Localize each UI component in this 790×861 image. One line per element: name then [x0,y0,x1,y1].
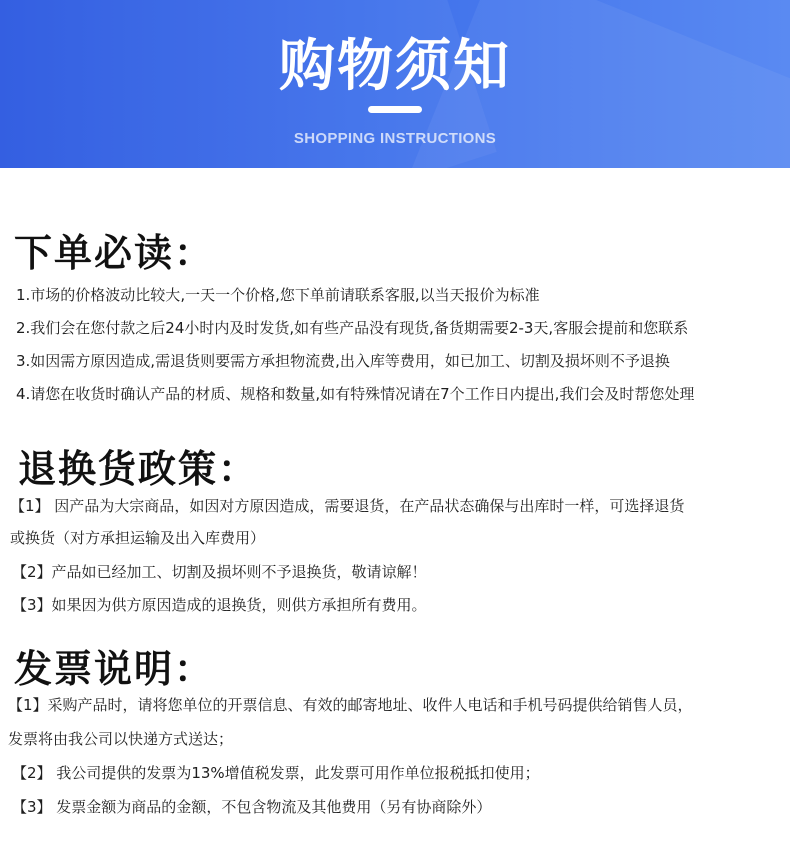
return-policy-line: 【2】产品如已经加工、切割及损坏则不予退换货，敬请谅解！ [12,563,427,581]
return-policy-line: 或换货（对方承担运输及出入库费用） [10,529,266,547]
section-heading-invoice-info: 发票说明： [14,647,215,691]
header-banner [0,0,790,168]
invoice-info-line: 【2】 我公司提供的发票为13%增值税发票，此发票可用作单位报税抵扣使用； [12,764,540,782]
invoice-info-line: 【1】采购产品时，请将您单位的开票信息、有效的邮寄地址、收件人电话和手机号码提供给销售人员， [8,696,693,714]
order-notice-line: 2.我们会在您付款之后24小时内及时发货,如有些产品没有现货,备货期需要2-3天,客服会提前和您联系 [16,319,689,337]
invoice-info-line: 【3】 发票金额为商品的金额，不包含物流及其他费用（另有协商除外） [12,798,492,816]
page-subtitle: SHOPPING INSTRUCTIONS [293,130,497,147]
return-policy-line: 【3】如果因为供方原因造成的退换货，则供方承担所有费用。 [12,596,427,614]
section-heading-order-notice: 下单必读： [14,231,215,275]
title-underline-bar [368,106,422,113]
section-heading-return-policy: 退换货政策： [18,447,259,491]
order-notice-line: 4.请您在收货时确认产品的材质、规格和数量,如有特殊情况请在7个工作日内提出,我们会及时帮您处理 [16,385,695,403]
return-policy-line: 【1】 因产品为大宗商品，如因对方原因造成，需要退货，在产品状态确保与出库时一样，可选择退货 [10,497,685,515]
order-notice-line: 3.如因需方原因造成,需退货则要需方承担物流费,出入库等费用，如已加工、切割及损坏则不予退换 [16,352,670,370]
invoice-info-line: 发票将由我公司以快递方式送达； [8,730,234,748]
order-notice-line: 1.市场的价格波动比较大,一天一个价格,您下单前请联系客服,以当天报价为标准 [16,286,540,304]
page-title: 购物须知 [279,34,511,99]
